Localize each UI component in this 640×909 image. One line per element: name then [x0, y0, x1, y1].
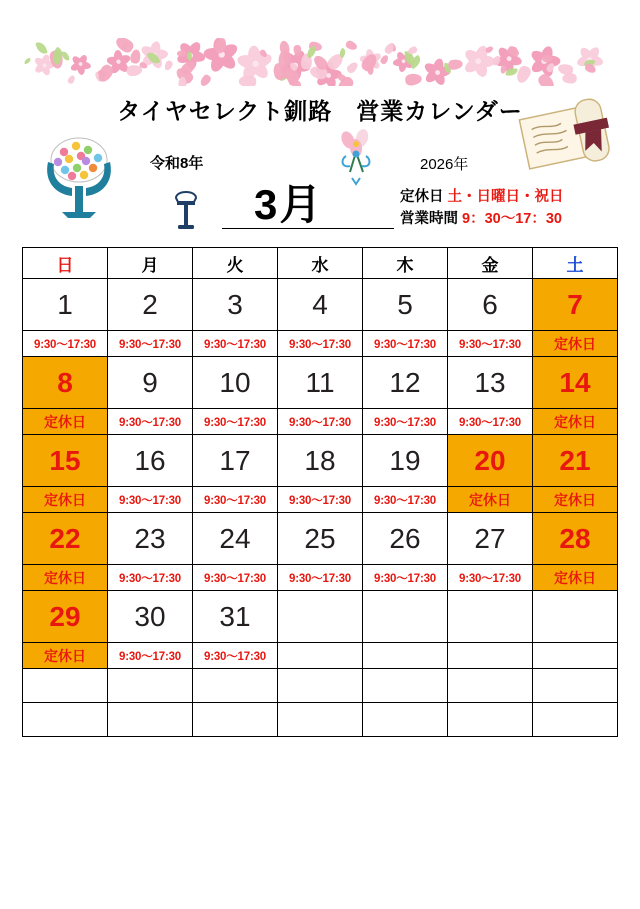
sakura-petal-icon: [367, 66, 374, 75]
corsage-flower-icon: [332, 128, 382, 186]
calendar-open-hours: 9:30～17:30: [108, 643, 193, 669]
calendar-open-hours: 9:30～17:30: [193, 487, 278, 513]
calendar-day-number: 16: [108, 435, 193, 487]
calendar-open-hours: 9:30～17:30: [193, 643, 278, 669]
calendar-day-number: 1: [23, 279, 108, 331]
calendar-day-number: 17: [193, 435, 278, 487]
calendar-hours-row: [23, 487, 618, 513]
weekday-header-sat: 土: [533, 248, 618, 279]
weekday-header-row: [23, 248, 618, 279]
sakura-petal-icon: [239, 75, 257, 86]
hours-line: [400, 208, 564, 230]
calendar-open-hours: 9:30～17:30: [278, 409, 363, 435]
sakura-petal-icon: [405, 73, 423, 86]
calendar-week-row: [23, 357, 618, 409]
sakura-petal-icon: [448, 58, 463, 70]
closed-days-label: 定休日: [400, 189, 444, 205]
calendar-closed-label: 定休日: [23, 409, 108, 435]
calendar-open-hours: 9:30～17:30: [363, 409, 448, 435]
calendar-blank-row: [23, 669, 618, 703]
calendar-empty-cell: [108, 669, 193, 703]
calendar-table: [22, 247, 618, 737]
hours-label: 営業時間: [400, 211, 458, 228]
weekday-header-sun: 日: [23, 248, 108, 279]
calendar-day-number: 18: [278, 435, 363, 487]
sakura-blossom-icon: [67, 50, 94, 77]
calendar-hours-row: [23, 409, 618, 435]
calendar-day-number: 28: [533, 513, 618, 565]
weekday-header-thu: 木: [363, 248, 448, 279]
calendar-open-hours: 9:30～17:30: [23, 331, 108, 357]
calendar-empty-cell: [193, 669, 278, 703]
calendar-empty-cell: [363, 591, 448, 643]
calendar-closed-label: 定休日: [533, 487, 618, 513]
calendar-week-row: [23, 513, 618, 565]
calendar-empty-cell: [23, 703, 108, 737]
sakura-petal-icon: [199, 74, 213, 86]
calendar-day-number: 3: [193, 279, 278, 331]
calendar-empty-cell: [363, 669, 448, 703]
weekday-header-fri: 金: [448, 248, 533, 279]
calendar-open-hours: 9:30～17:30: [278, 331, 363, 357]
calendar-open-hours: 9:30～17:30: [193, 331, 278, 357]
calendar-open-hours: 9:30～17:30: [193, 409, 278, 435]
calendar-day-number: 22: [23, 513, 108, 565]
calendar-empty-cell: [23, 669, 108, 703]
calendar-day-number: 7: [533, 279, 618, 331]
calendar-open-hours: 9:30～17:30: [278, 487, 363, 513]
calendar-closed-label: 定休日: [23, 643, 108, 669]
calendar-closed-label: 定休日: [23, 565, 108, 591]
sakura-petal-icon: [345, 60, 359, 74]
calendar-day-number: 29: [23, 591, 108, 643]
month-label: 3月: [254, 181, 324, 228]
calendar-closed-label: 定休日: [533, 331, 618, 357]
calendar-hours-row: [23, 331, 618, 357]
calendar-empty-cell: [533, 643, 618, 669]
calendar-closed-label: 定休日: [448, 487, 533, 513]
closed-days-line: [400, 186, 564, 208]
month-underline: [222, 228, 394, 229]
sakura-leaf-icon: [24, 58, 32, 64]
page-title: タイヤセレクト釧路 営業カレンダー: [117, 98, 523, 124]
calendar-blank-row: [23, 703, 618, 737]
calendar-day-number: 13: [448, 357, 533, 409]
diploma-scroll-icon: [516, 96, 622, 178]
calendar-open-hours: 9:30～17:30: [363, 487, 448, 513]
calendar-open-hours: 9:30～17:30: [108, 487, 193, 513]
calendar-open-hours: 9:30～17:30: [448, 409, 533, 435]
calendar-day-number: 25: [278, 513, 363, 565]
sakura-petal-icon: [345, 39, 359, 51]
calendar-empty-cell: [108, 703, 193, 737]
calendar-day-number: 26: [363, 513, 448, 565]
sakura-leaf-icon: [36, 41, 48, 56]
calendar-day-number: 5: [363, 279, 448, 331]
era-year-label: 令和8年: [150, 155, 204, 172]
weekday-header-mon: 月: [108, 248, 193, 279]
calendar-day-number: 11: [278, 357, 363, 409]
calendar-open-hours: 9:30～17:30: [108, 409, 193, 435]
calendar-day-number: 9: [108, 357, 193, 409]
sakura-petal-icon: [126, 65, 143, 77]
calendar-day-number: 23: [108, 513, 193, 565]
calendar-day-number: 31: [193, 591, 278, 643]
calendar-empty-cell: [363, 643, 448, 669]
calendar-day-number: 30: [108, 591, 193, 643]
calendar-hours-row: [23, 565, 618, 591]
calendar-day-number: 2: [108, 279, 193, 331]
calendar-empty-cell: [533, 591, 618, 643]
calendar-day-number: 6: [448, 279, 533, 331]
street-lamp-icon: [168, 186, 204, 230]
calendar-empty-cell: [533, 669, 618, 703]
calendar-open-hours: 9:30～17:30: [108, 331, 193, 357]
weekday-header-wed: 水: [278, 248, 363, 279]
calendar-empty-cell: [448, 669, 533, 703]
calendar-week-row: [23, 279, 618, 331]
sakura-petal-icon: [279, 40, 291, 55]
calendar-week-row: [23, 435, 618, 487]
calendar-day-number: 24: [193, 513, 278, 565]
calendar-empty-cell: [533, 703, 618, 737]
flower-basket-icon: [38, 128, 120, 220]
calendar-day-number: 10: [193, 357, 278, 409]
calendar-open-hours: 9:30～17:30: [193, 565, 278, 591]
calendar-day-number: 19: [363, 435, 448, 487]
calendar-closed-label: 定休日: [23, 487, 108, 513]
sakura-petal-icon: [67, 75, 76, 85]
hours-value: 9：30～17：30: [462, 211, 562, 228]
sakura-border-decoration: [22, 38, 618, 86]
calendar-empty-cell: [448, 643, 533, 669]
western-year-label: 2026年: [420, 156, 469, 173]
calendar-body: [23, 279, 618, 737]
calendar-open-hours: 9:30～17:30: [108, 565, 193, 591]
calendar-day-number: 8: [23, 357, 108, 409]
calendar-hours-row: [23, 643, 618, 669]
calendar-empty-cell: [278, 703, 363, 737]
calendar-open-hours: 9:30～17:30: [278, 565, 363, 591]
calendar-empty-cell: [278, 591, 363, 643]
weekday-header-tue: 火: [193, 248, 278, 279]
calendar-day-number: 4: [278, 279, 363, 331]
calendar-day-number: 12: [363, 357, 448, 409]
calendar-empty-cell: [278, 669, 363, 703]
sakura-petal-icon: [542, 55, 552, 62]
calendar-day-number: 14: [533, 357, 618, 409]
calendar-day-number: 20: [448, 435, 533, 487]
calendar-open-hours: 9:30～17:30: [363, 331, 448, 357]
calendar-empty-cell: [448, 591, 533, 643]
calendar-closed-label: 定休日: [533, 409, 618, 435]
calendar-open-hours: 9:30～17:30: [448, 331, 533, 357]
calendar-open-hours: 9:30～17:30: [363, 565, 448, 591]
calendar-empty-cell: [193, 703, 278, 737]
calendar-day-number: 21: [533, 435, 618, 487]
calendar-empty-cell: [363, 703, 448, 737]
calendar-open-hours: 9:30～17:30: [448, 565, 533, 591]
calendar-week-row: [23, 591, 618, 643]
closed-days-value: 土・日曜日・祝日: [447, 189, 564, 205]
calendar-day-number: 27: [448, 513, 533, 565]
business-info: [400, 186, 564, 231]
calendar-day-number: 15: [23, 435, 108, 487]
calendar-closed-label: 定休日: [533, 565, 618, 591]
calendar-empty-cell: [448, 703, 533, 737]
calendar-empty-cell: [278, 643, 363, 669]
